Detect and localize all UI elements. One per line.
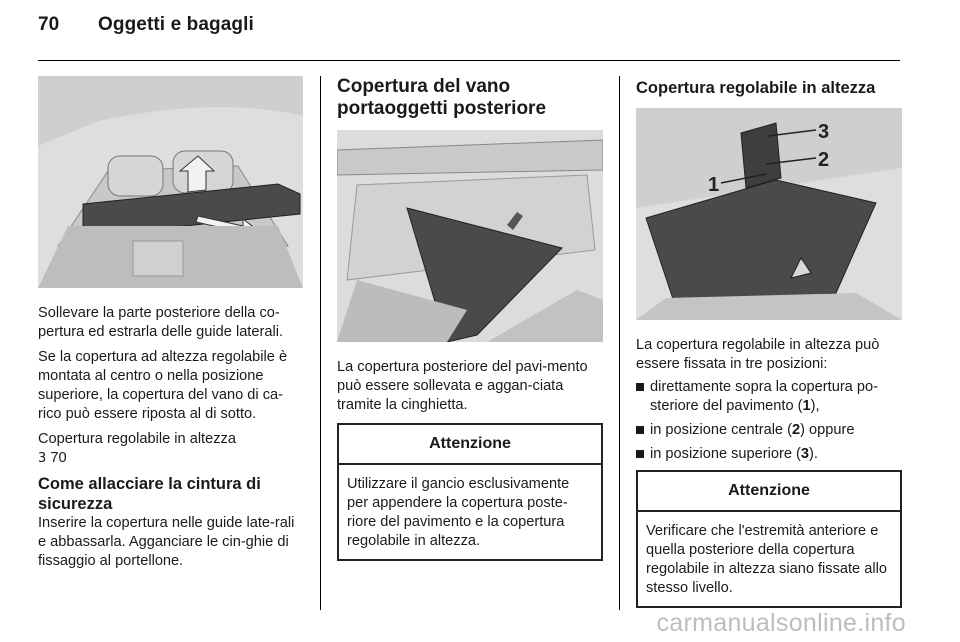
warning-box-adjustable-cover <box>636 470 902 608</box>
section-heading-rear-cover: Copertura del vano portaoggetti posteriore <box>337 76 547 119</box>
warning-box-text: Verificare che l'estremità anteriore e quella posteriore della copertura regolabile in altezza siano fissate allo stesso livello. <box>646 523 887 596</box>
column-2 <box>337 76 603 561</box>
callout-3: 3 <box>818 121 830 143</box>
warning-box-title: Attenzione <box>339 425 601 465</box>
warning-box-title: Attenzione <box>638 472 900 512</box>
page-header <box>38 14 254 36</box>
paragraph-rear-cover: La copertura posteriore del pavi-mento può essere sollevata e aggan-ciata tramite la cinghietta. <box>337 359 588 413</box>
figure-adjustable-cover-positions <box>636 108 902 320</box>
column-divider-right <box>619 76 620 610</box>
paragraph-insert-cover: Inserire la copertura nelle guide late-rali e abbassarla. Agganciare le cin-ghie di fissaggio al portellone. <box>38 515 295 569</box>
list-item: in posizione superiore (3). <box>636 445 902 464</box>
section-heading-adjustable-cover: Copertura regolabile in altezza <box>636 79 876 97</box>
column-divider-left <box>320 76 321 610</box>
paragraph-adjustable-cover: La copertura regolabile in altezza può essere fissata in tre posizioni: <box>636 337 880 372</box>
page-title: Oggetti e bagagli <box>98 14 254 35</box>
cross-reference-page[interactable]: 70 <box>50 450 67 466</box>
section-heading-fasten: Come allacciare la cintura di sicurezza <box>38 475 261 513</box>
page-number: 70 <box>38 14 60 35</box>
list-item: direttamente sopra la copertura po-steriore del pavimento (1), <box>636 378 902 416</box>
watermark: carmanualsonline.info <box>656 609 906 637</box>
callout-1: 1 <box>708 174 720 196</box>
paragraph-remove-cover: Sollevare la parte posteriore della co-pertura ed estrarla delle guide laterali. <box>38 305 283 340</box>
position-list <box>636 378 902 464</box>
warning-box-text: Utilizzare il gancio esclusivamente per appendere la copertura poste-riore del pavimento e la copertura regolabile in altezza. <box>347 476 570 549</box>
paragraph-store-cover: Se la copertura ad altezza regolabile è montata al centro o nella posizione superiore, la copertura del vano di ca-rico può essere riposta al di sotto. <box>38 349 288 422</box>
paragraph-cross-reference <box>38 430 303 468</box>
column-3 <box>636 76 902 608</box>
warning-box-rear-cover <box>337 423 603 561</box>
column-1 <box>38 76 303 577</box>
figure-rear-floor-cover <box>337 130 603 342</box>
list-item: in posizione centrale (2) oppure <box>636 421 902 440</box>
cross-reference-title: Copertura regolabile in altezza <box>38 431 236 447</box>
cross-reference-arrow: 3 <box>38 451 47 466</box>
callout-2: 2 <box>818 149 830 171</box>
header-rule <box>38 60 900 61</box>
figure-cover-removal <box>38 76 303 288</box>
